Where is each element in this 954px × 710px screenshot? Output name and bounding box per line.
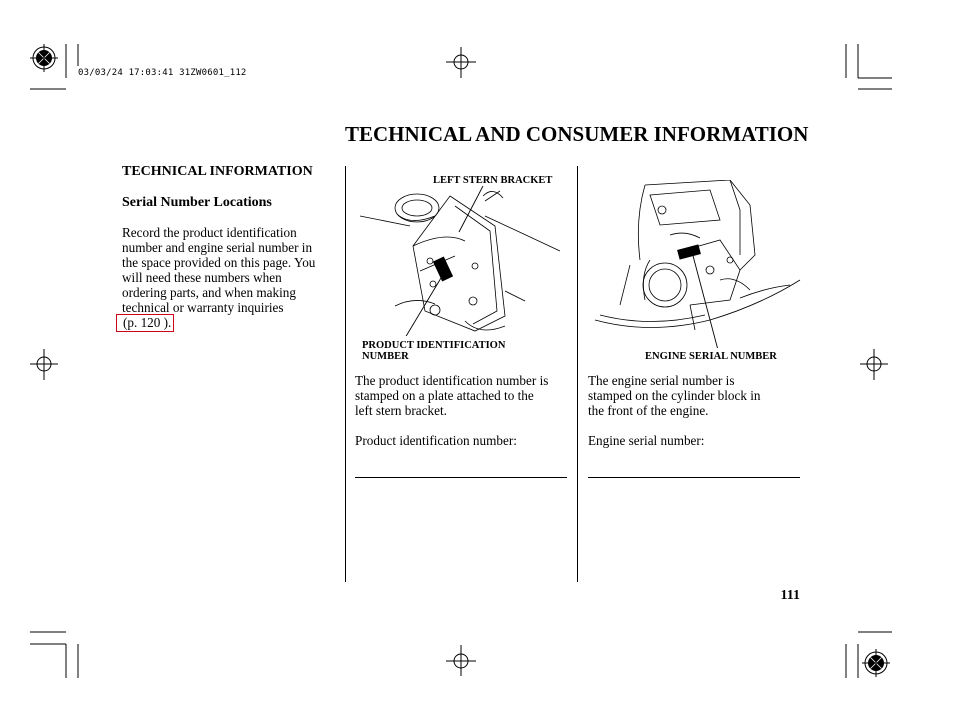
intro-line: number and engine serial number in: [122, 240, 313, 255]
engine-serial-write-line[interactable]: [588, 477, 800, 478]
page-reference-link[interactable]: (p. 120 ).: [116, 314, 174, 332]
intro-line: ordering parts, and when making: [122, 285, 296, 300]
crosshair-left-icon: [30, 349, 58, 380]
engine-serial-description: The engine serial number is stamped on the cylinder block in the front of the engine.: [588, 373, 761, 418]
column-divider-right: [577, 166, 578, 582]
product-id-number-label: PRODUCT IDENTIFICATION NUMBER: [362, 340, 506, 362]
intro-line: the space provided on this page. You: [122, 255, 316, 270]
page-title: TECHNICAL AND CONSUMER INFORMATION: [345, 122, 809, 146]
section-heading: TECHNICAL INFORMATION: [122, 164, 313, 179]
section-subheading: Serial Number Locations: [122, 195, 272, 210]
intro-line: technical or warranty inquiries: [122, 300, 284, 315]
registration-target-bottom-icon: [862, 649, 890, 677]
crosshair-top-icon: [446, 47, 476, 78]
crosshair-right-icon: [860, 349, 888, 380]
registration-target-icon: [30, 44, 58, 72]
stern-bracket-illustration: [355, 186, 570, 336]
product-id-description: The product identification number is stamped on a plate attached to the left stern bracket.: [355, 373, 549, 418]
print-timestamp: 03/03/24 17:03:41 31ZW0601_112: [78, 68, 247, 78]
page-number: 111: [780, 588, 800, 603]
intro-paragraph: [122, 225, 334, 315]
engine-serial-field-label: Engine serial number:: [588, 433, 705, 448]
serial-stamp-icon: [677, 244, 701, 259]
engine-illustration: [590, 180, 805, 348]
column-divider-left: [345, 166, 346, 582]
crosshair-bottom-icon: [446, 645, 476, 676]
product-id-write-line[interactable]: [355, 477, 567, 478]
left-stern-bracket-label: LEFT STERN BRACKET: [433, 175, 553, 186]
intro-line: will need these numbers when: [122, 270, 282, 285]
intro-line: Record the product identification: [122, 225, 297, 240]
id-plate-icon: [433, 256, 453, 281]
engine-serial-number-label: ENGINE SERIAL NUMBER: [645, 351, 777, 362]
product-id-field-label: Product identification number:: [355, 433, 517, 448]
